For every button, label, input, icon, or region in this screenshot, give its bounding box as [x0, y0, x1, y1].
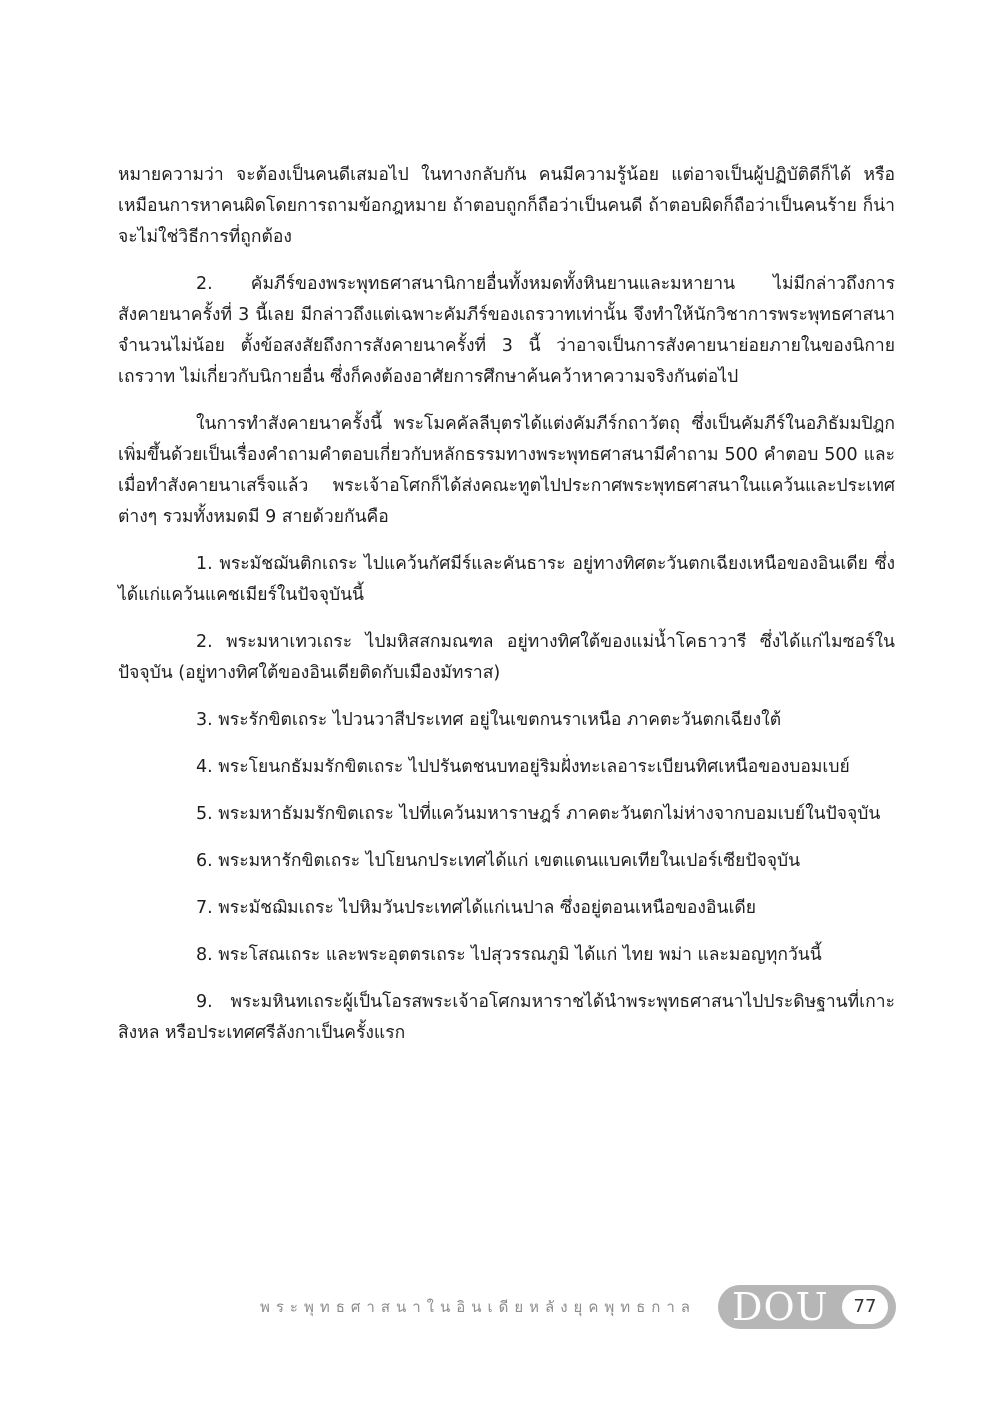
list-item: 8. พระโสณเถระ และพระอุตตรเถระ ไปสุวรรณภูมิ ได้แก่ ไทย พม่า และมอญทุกวันนี้: [196, 945, 822, 965]
list-item: 4. พระโยนกธัมมรักขิตเถระ ไปปรันตชนบทอยู่ริมฝั่งทะเลอาระเบียนทิศเหนือของบอมเบย์: [196, 757, 850, 777]
page-footer: [0, 1283, 1000, 1329]
list-item: 6. พระมหารักขิตเถระ ไปโยนกประเทศได้แก่ เขตแดนแบคเทียในเปอร์เซียปัจจุบัน: [196, 851, 801, 871]
list-item: 1. พระมัชฌันติกเถระ ไปแคว้นกัศมีร์และคันธาระ อยู่ทางทิศตะวันตกเฉียงเหนือของอินเดีย ซึ่งได้แก่แคว้นแคชเมียร์ในปัจจุบันนี้: [118, 554, 895, 605]
list-item: 5. พระมหาธัมมรักขิตเถระ ไปที่แคว้นมหาราษฎร์ ภาคตะวันตกไม่ห่างจากบอมเบย์ในปัจจุบัน: [196, 804, 881, 824]
page-body: [118, 160, 895, 1049]
body-paragraph: 2. คัมภีร์ของพระพุทธศาสนานิกายอื่นทั้งหมดทั้งหินยานและมหายาน ไม่มีกล่าวถึงการสังคายนาครั้งที่ 3 นี้เลย มีกล่าวถึงแต่เฉพาะคัมภีร์ของเถรวาทเท่านั้น จึงทำให้นักวิชาการพระพุทธศาสนาจำนวนไม่น้อย ตั้งข้อสงสัยถึงการสังคายนาครั้งที่ 3 นี้ ว่าอาจเป็นการสังคายนาย่อยภายในของนิกายเถรวาท ไม่เกี่ยวกับนิกายอื่น ซึ่งก็คงต้องอาศัยการศึกษาค้นคว้าหาความจริงกันต่อไป: [118, 274, 895, 387]
running-title: พระพุทธศาสนาในอินเดียหลังยุคพุทธกาล: [259, 1298, 696, 1316]
page-number: 77: [842, 1290, 888, 1324]
dou-badge: [718, 1285, 896, 1329]
list-item: 3. พระรักขิตเถระ ไปวนวาสีประเทศ อยู่ในเขตกนราเหนือ ภาคตะวันตกเฉียงใต้: [196, 710, 782, 730]
list-item: 9. พระมหินทเถระผู้เป็นโอรสพระเจ้าอโศกมหาราชได้นำพระพุทธศาสนาไปประดิษฐานที่เกาะสิงหล หรือประเทศศรีลังกาเป็นครั้งแรก: [118, 992, 895, 1043]
list-item: 2. พระมหาเทวเถระ ไปมหิสสกมณฑล อยู่ทางทิศใต้ของแม่น้ำโคธาวารี ซึ่งได้แก่ไมซอร์ในปัจจุบัน (อยู่ทางทิศใต้ของอินเดียติดกับเมืองมัทราส): [118, 632, 895, 683]
dou-logo: DOU: [732, 1285, 829, 1329]
body-paragraph: ในการทำสังคายนาครั้งนี้ พระโมคคัลลีบุตรได้แต่งคัมภีร์กถาวัตถุ ซึ่งเป็นคัมภีร์ในอภิธัมมปิฎกเพิ่มขึ้นด้วยเป็นเรื่องคำถามคำตอบเกี่ยวกับหลักธรรมทางพระพุทธศาสนามีคำถาม 500 คำตอบ 500 และเมื่อทำสังคายนาเสร็จแล้ว พระเจ้าอโศกก็ได้ส่งคณะทูตไปประกาศพระพุทธศาสนาในแคว้นและประเทศต่างๆ รวมทั้งหมดมี 9 สายด้วยกันคือ: [118, 414, 895, 527]
list-item: 7. พระมัชฌิมเถระ ไปหิมวันประเทศได้แก่เนปาล ซึ่งอยู่ตอนเหนือของอินเดีย: [196, 898, 757, 918]
body-paragraph: หมายความว่า จะต้องเป็นคนดีเสมอไป ในทางกลับกัน คนมีความรู้น้อย แต่อาจเป็นผู้ปฏิบัติดีก็ได้ หรือเหมือนการหาคนผิดโดยการถามข้อกฎหมาย ถ้าตอบถูกก็ถือว่าเป็นคนดี ถ้าตอบผิดก็ถือว่าเป็นคนร้าย ก็น่าจะไม่ใช่วิธีการที่ถูกต้อง: [118, 165, 895, 247]
